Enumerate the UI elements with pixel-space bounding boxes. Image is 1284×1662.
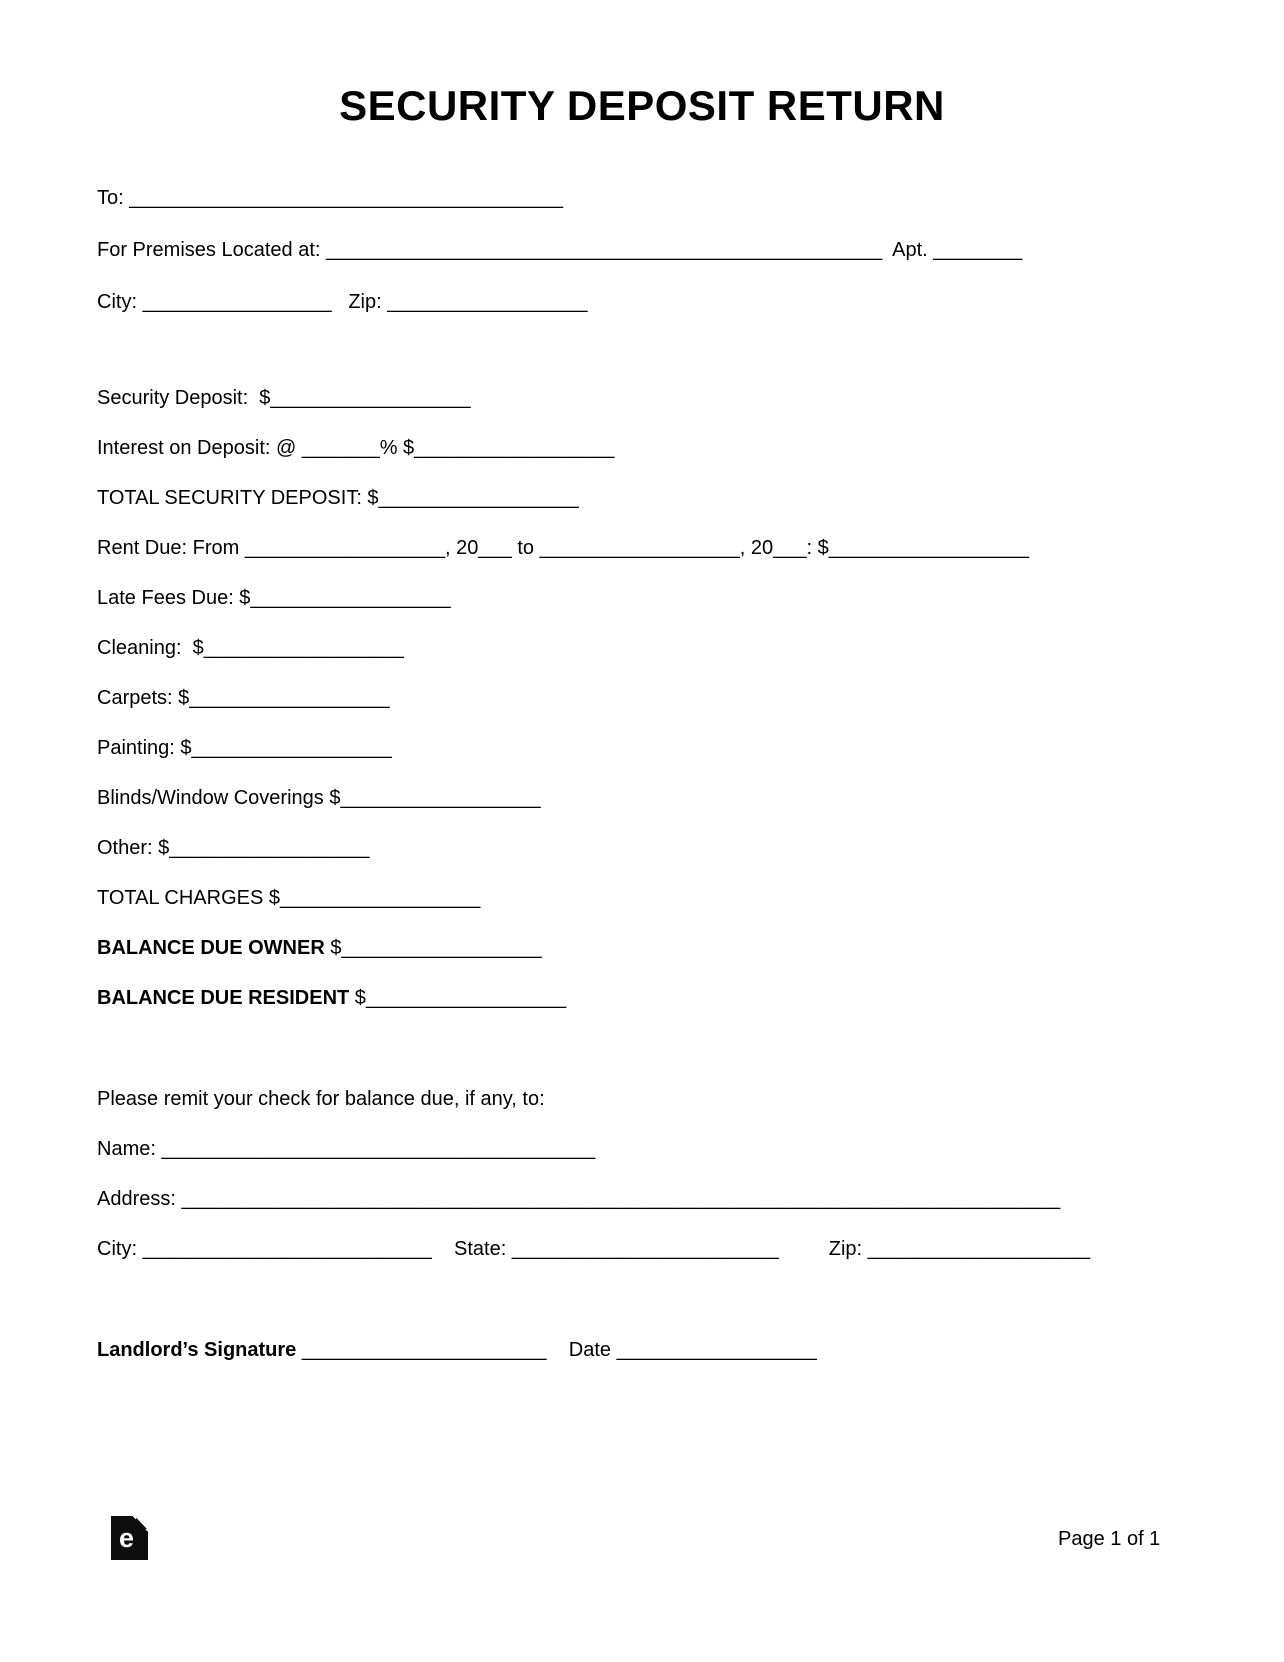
row-remit-note	[97, 1087, 1090, 1137]
premises-label: For Premises Located at:	[97, 239, 326, 261]
row-city-zip	[97, 290, 1090, 342]
landlord-signature-label: Landlord’s Signature	[97, 1339, 302, 1361]
rent-year2-blank-line: ___	[773, 537, 807, 559]
row-security-deposit	[97, 386, 1090, 436]
rent-year1-label: , 20	[445, 537, 479, 559]
balance-due-owner-blank-line: __________________	[341, 937, 542, 959]
painting-blank-line: __________________	[191, 737, 392, 759]
rent-from-blank-line: __________________	[244, 537, 446, 559]
city-label: City:	[97, 291, 143, 313]
row-other	[97, 836, 1090, 886]
zip2-label: Zip:	[778, 1238, 868, 1260]
to-label: To:	[97, 187, 130, 209]
rent-due-label: Rent Due: From	[97, 537, 245, 559]
late-fees-blank-line: __________________	[250, 587, 451, 609]
eforms-logo-icon	[111, 1516, 148, 1560]
zip-label: Zip:	[331, 291, 388, 313]
city2-label: City:	[97, 1238, 143, 1260]
zip2-blank-line: ____________________	[867, 1238, 1091, 1260]
row-landlord-signature	[97, 1338, 1090, 1388]
rent-year1-blank-line: ___	[478, 537, 512, 559]
row-painting	[97, 736, 1090, 786]
eforms-logo-letter: e	[118, 1523, 135, 1553]
security-deposit-label: Security Deposit: $	[97, 387, 271, 409]
cleaning-label: Cleaning: $	[97, 637, 204, 659]
cleaning-blank-line: __________________	[203, 637, 404, 659]
premises-blank-line: __________________________________________________	[325, 239, 883, 261]
late-fees-label: Late Fees Due: $	[97, 587, 251, 609]
total-security-deposit-label: TOTAL SECURITY DEPOSIT: $	[97, 487, 379, 509]
landlord-signature-blank-line: ______________________	[301, 1339, 547, 1361]
painting-label: Painting: $	[97, 737, 192, 759]
name-blank-line: _______________________________________	[161, 1138, 596, 1160]
balance-due-resident-blank-line: __________________	[365, 987, 567, 1009]
rent-amount-label: : $	[806, 537, 829, 559]
other-label: Other: $	[97, 837, 170, 859]
address-label: Address:	[97, 1188, 182, 1210]
rent-year2-label: , 20	[739, 537, 774, 559]
row-name	[97, 1137, 1090, 1187]
row-premises	[97, 238, 1090, 290]
balance-due-resident-label: BALANCE DUE RESIDENT	[97, 987, 350, 1009]
interest-label: Interest on Deposit: @	[97, 437, 302, 459]
row-late-fees	[97, 586, 1090, 636]
row-carpets	[97, 686, 1090, 736]
total-security-deposit-blank-line: __________________	[378, 487, 579, 509]
blinds-label: Blinds/Window Coverings $	[97, 787, 341, 809]
row-total-charges	[97, 886, 1090, 936]
rent-amount-blank-line: __________________	[828, 537, 1029, 559]
city-blank-line: _________________	[142, 291, 332, 313]
other-blank-line: __________________	[169, 837, 370, 859]
date-label: Date	[546, 1339, 617, 1361]
row-to	[97, 186, 1090, 238]
interest-rate-blank-line: _______	[301, 437, 380, 459]
interest-amount-blank-line: __________________	[414, 437, 615, 459]
zip-blank-line: __________________	[387, 291, 588, 313]
row-cleaning	[97, 636, 1090, 686]
document-title: SECURITY DEPOSIT RETURN	[339, 82, 945, 129]
blinds-blank-line: __________________	[340, 787, 541, 809]
row-city-state-zip	[97, 1237, 1090, 1287]
row-rent-due	[97, 536, 1090, 586]
security-deposit-blank-line: __________________	[270, 387, 471, 409]
city2-blank-line: __________________________	[142, 1238, 432, 1260]
interest-amount-label: % $	[379, 437, 415, 459]
carpets-blank-line: __________________	[189, 687, 390, 709]
address-blank-line: _______________________________________________________________________________	[181, 1188, 1061, 1210]
date-blank-line: __________________	[616, 1339, 817, 1361]
state-blank-line: ________________________	[511, 1238, 779, 1260]
total-charges-label: TOTAL CHARGES $	[97, 887, 281, 909]
row-interest-on-deposit	[97, 436, 1090, 486]
name-label: Name:	[97, 1138, 162, 1160]
remit-note-text: Please remit your check for balance due, if any, to:	[97, 1088, 545, 1110]
carpets-label: Carpets: $	[97, 687, 190, 709]
row-address	[97, 1187, 1090, 1237]
page-number: Page 1 of 1	[1058, 1528, 1161, 1550]
form-body	[97, 186, 1090, 1388]
apt-blank-line: ________	[933, 239, 1023, 261]
rent-to-label: to	[511, 537, 540, 559]
row-balance-due-owner	[97, 936, 1090, 986]
balance-due-resident-dollar: $	[349, 987, 366, 1009]
balance-due-owner-label: BALANCE DUE OWNER	[97, 937, 325, 959]
total-charges-blank-line: __________________	[280, 887, 481, 909]
balance-due-owner-dollar: $	[324, 937, 342, 959]
row-total-security-deposit	[97, 486, 1090, 536]
apt-label: Apt.	[882, 239, 934, 261]
to-blank-line: _______________________________________	[129, 187, 564, 209]
rent-to-blank-line: __________________	[539, 537, 740, 559]
state-label: State:	[431, 1238, 512, 1260]
row-balance-due-resident	[97, 986, 1090, 1036]
row-blinds	[97, 786, 1090, 836]
